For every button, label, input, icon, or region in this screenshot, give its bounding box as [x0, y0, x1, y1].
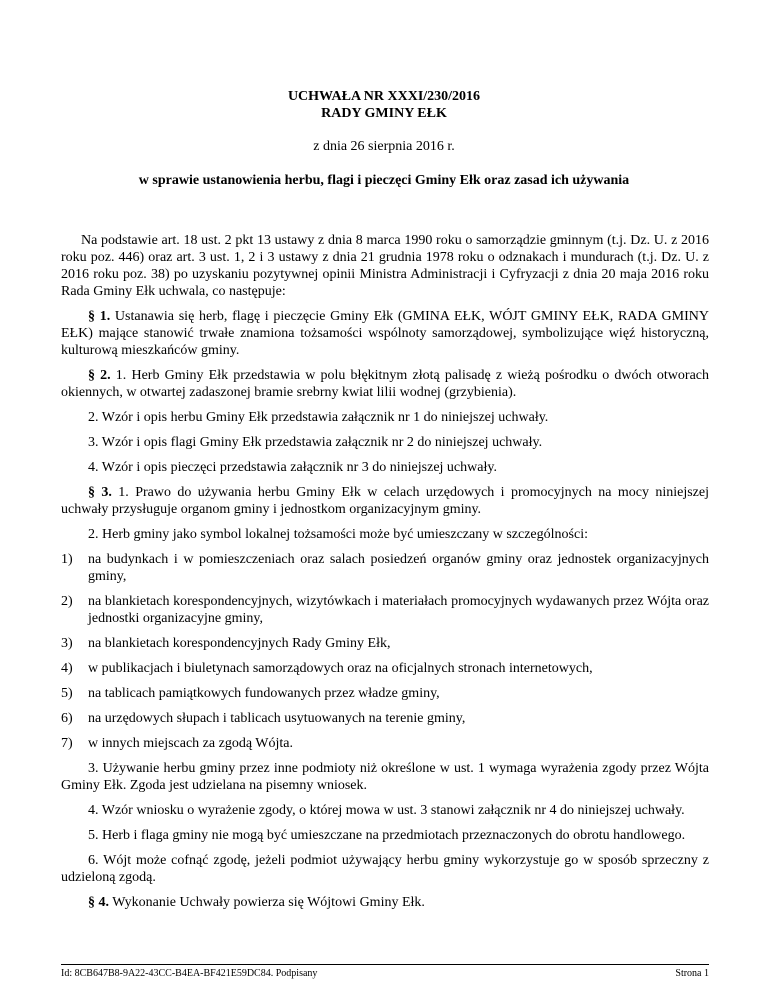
- footer-divider: [61, 964, 709, 965]
- document-body: [61, 232, 709, 919]
- section-3-paragraph-5: 5. Herb i flaga gminy nie mogą być umieszczane na przedmiotach przeznaczonych do obrotu handlowego.: [88, 828, 686, 843]
- list-item-number: 2): [61, 594, 73, 609]
- list-item-number: 3): [61, 636, 73, 651]
- section-2-paragraph-4: 4. Wzór i opis pieczęci przedstawia załącznik nr 3 do niniejszej uchwały.: [88, 460, 497, 475]
- section-3-paragraph-6: 6. Wójt może cofnąć zgodę, jeżeli podmiot używający herbu gminy wykorzystuje go w sposób sprzeczny z udzieloną zgodą.: [61, 853, 709, 885]
- list-item: [61, 735, 709, 752]
- document-id: Id: 8CB647B8-9A22-43CC-B4EA-BF421E59DC84. Podpisany: [61, 968, 318, 979]
- list-item: [61, 685, 709, 702]
- list-item-number: 7): [61, 736, 73, 751]
- resolution-number: UCHWAŁA NR XXXI/230/2016: [287, 89, 481, 104]
- list-item: [61, 551, 709, 585]
- list-item-text: na urzędowych słupach i tablicach usytuowanych na terenie gminy,: [88, 711, 466, 726]
- section-4-text: Wykonanie Uchwały powierza się Wójtowi Gminy Ełk.: [109, 895, 425, 910]
- section-2-text: 1. Herb Gminy Ełk przedstawia w polu błękitnym złotą palisadę z wieżą pośrodku o dwóch otworach okiennych, w otwartej zadaszonej bramie srebrny kwiat lilii wodnej (grzybienia).: [61, 368, 709, 400]
- council-name: RADY GMINY EŁK: [321, 106, 447, 121]
- list-item: [61, 635, 709, 652]
- list-item-number: 6): [61, 711, 73, 726]
- section-2-paragraph-2: 2. Wzór i opis herbu Gminy Ełk przedstawia załącznik nr 1 do niniejszej uchwały.: [88, 410, 549, 425]
- resolution-date: z dnia 26 sierpnia 2016 r.: [313, 139, 455, 154]
- preamble: Na podstawie art. 18 ust. 2 pkt 13 ustawy z dnia 8 marca 1990 roku o samorządzie gminnym (t.j. Dz. U. z 2016 roku poz. 446) oraz art. 3 ust. 1, 2 i 3 ustawy z dnia 21 grudnia 1978 roku o odznakach i mundurach (t.j. Dz. U. z 2016 roku poz. 38) po uzyskaniu pozytywnej opinii Ministra Administracji i Cyfryzacji z dnia 20 maja 2016 roku Rada Gminy Ełk uchwala, co następuje:: [61, 233, 709, 299]
- section-2-paragraph-3: 3. Wzór i opis flagi Gminy Ełk przedstawia załącznik nr 2 do niniejszej uchwały.: [88, 435, 543, 450]
- section-3-label: § 3.: [88, 485, 112, 500]
- list-item: [61, 660, 709, 677]
- section-1-label: § 1.: [88, 309, 111, 324]
- list-item-text: na tablicach pamiątkowych fundowanych przez władze gminy,: [88, 686, 440, 701]
- section-2-paragraph-1: [61, 367, 709, 401]
- list-item-number: 5): [61, 686, 73, 701]
- section-3-paragraph-1: [61, 484, 709, 518]
- section-3-paragraph-2: 2. Herb gminy jako symbol lokalnej tożsamości może być umieszczany w szczególności:: [88, 527, 588, 542]
- list-item-text: na blankietach korespondencyjnych, wizytówkach i materiałach promocyjnych wydawanych przez Wójta oraz jednostki organizacyjne gminy,: [88, 594, 709, 626]
- section-2-label: § 2.: [88, 368, 111, 383]
- usage-list: [61, 551, 709, 752]
- section-4: [61, 894, 709, 911]
- section-3-paragraph-4: 4. Wzór wniosku o wyrażenie zgody, o której mowa w ust. 3 stanowi załącznik nr 4 do niniejszej uchwały.: [88, 803, 685, 818]
- list-item: [61, 593, 709, 627]
- list-item-text: na blankietach korespondencyjnych Rady Gminy Ełk,: [88, 636, 391, 651]
- list-item: [61, 710, 709, 727]
- section-3-text: 1. Prawo do używania herbu Gminy Ełk w celach urzędowych i promocyjnych na mocy niniejszej uchwały przysługuje organom gminy i jednostkom organizacyjnym gminy.: [61, 485, 709, 517]
- list-item-text: na budynkach i w pomieszczeniach oraz salach posiedzeń organów gminy oraz jednostek organizacyjnych gminy,: [88, 552, 709, 584]
- section-1: [61, 308, 709, 359]
- list-item-number: 1): [61, 552, 73, 567]
- page-number: Strona 1: [675, 968, 709, 979]
- section-1-text: Ustanawia się herb, flagę i pieczęcie Gminy Ełk (GMINA EŁK, WÓJT GMINY EŁK, RADA GMINY EŁK) mające stanowić trwałe znamiona tożsamości wspólnoty samorządowej, symbolizujące więź historyczną, kulturową mieszkańców gminy.: [61, 309, 709, 358]
- list-item-text: w publikacjach i biuletynach samorządowych oraz na oficjalnych stronach internetowych,: [88, 661, 593, 676]
- section-3-paragraph-3: 3. Używanie herbu gminy przez inne podmioty niż określone w ust. 1 wymaga wyrażenia zgody przez Wójta Gminy Ełk. Zgoda jest udzielana na pisemny wniosek.: [61, 761, 709, 793]
- section-4-label: § 4.: [88, 895, 109, 910]
- resolution-subject: w sprawie ustanowienia herbu, flagi i pieczęci Gminy Ełk oraz zasad ich używania: [138, 173, 630, 188]
- list-item-number: 4): [61, 661, 73, 676]
- list-item-text: w innych miejscach za zgodą Wójta.: [88, 736, 293, 751]
